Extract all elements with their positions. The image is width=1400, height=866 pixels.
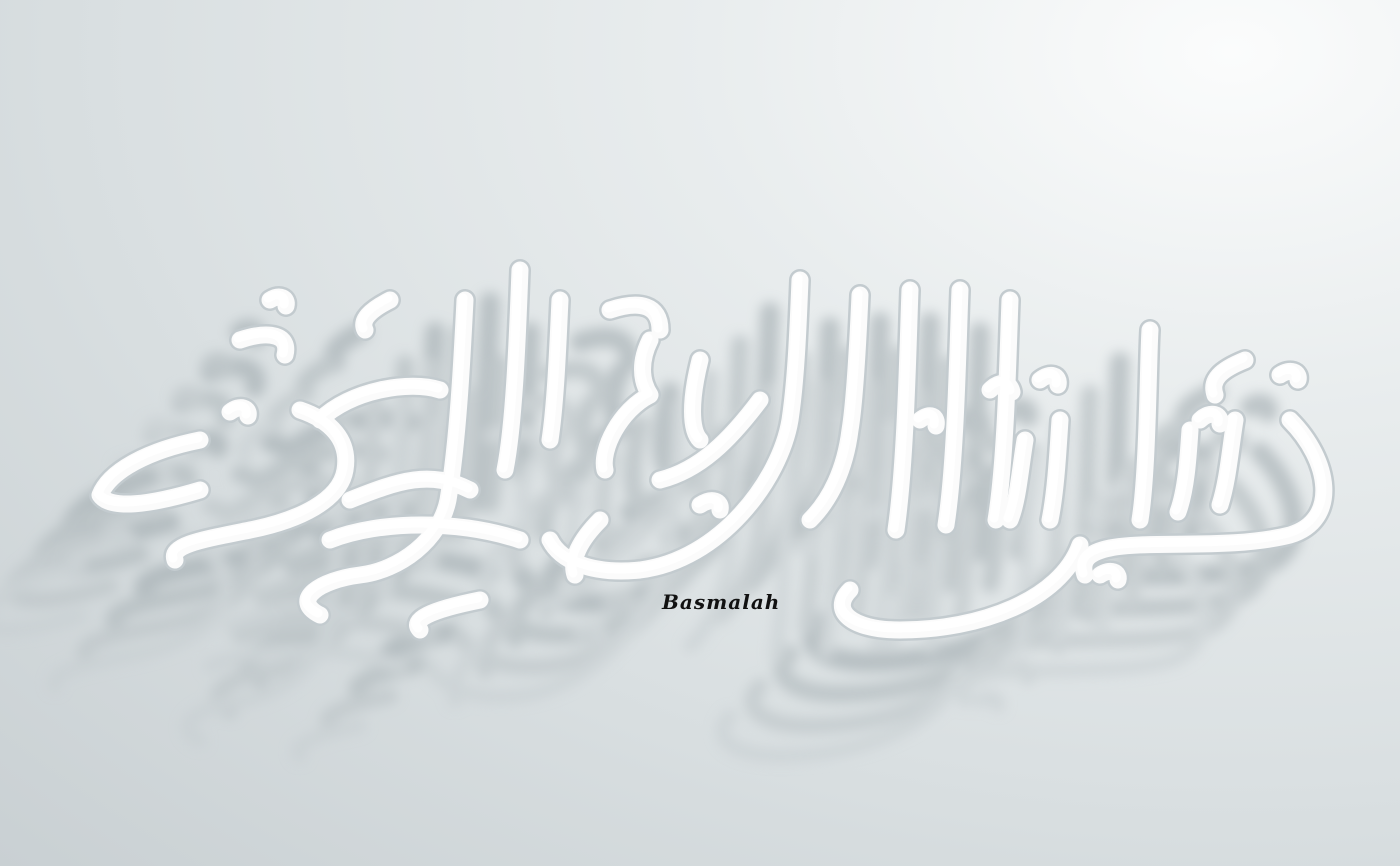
caption-label: Basmalah [662,590,781,614]
